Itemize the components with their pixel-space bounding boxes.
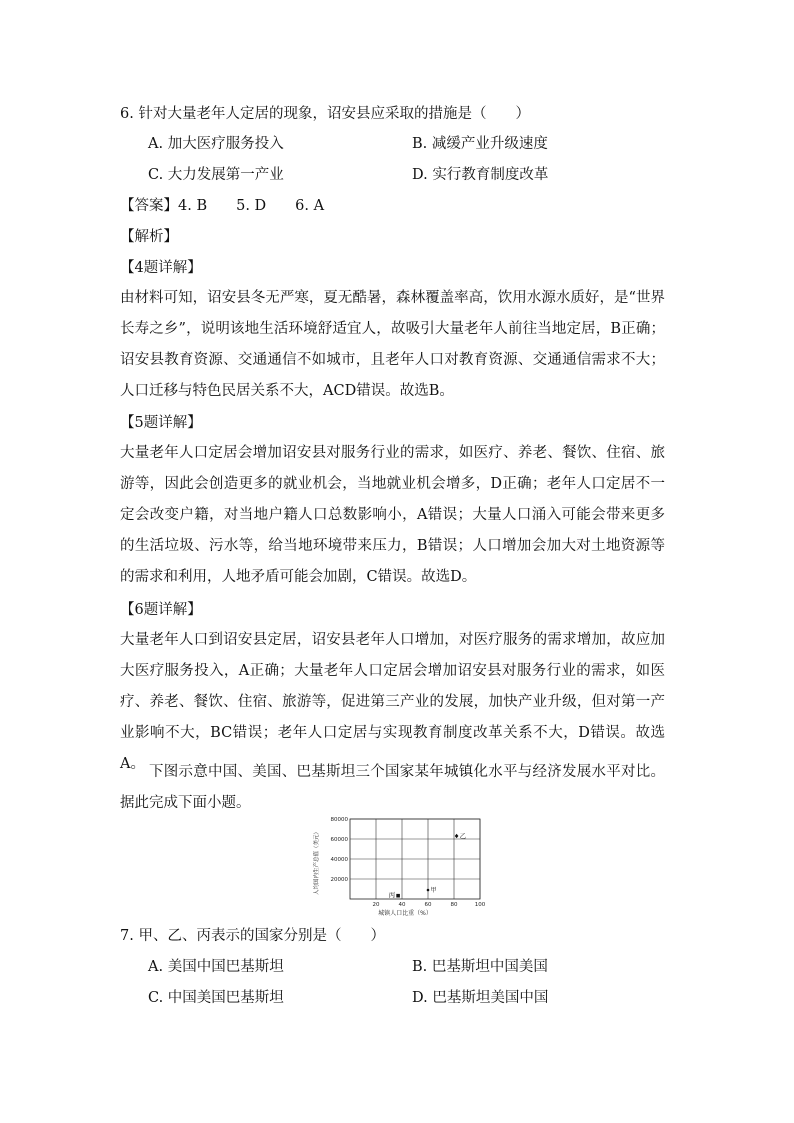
x-tick-label: 60	[424, 902, 432, 908]
x-tick-label: 40	[398, 902, 406, 908]
y-tick-label: 80000	[330, 817, 348, 823]
point-label-yi: 乙	[459, 832, 467, 840]
x-tick-label: 100	[474, 902, 486, 908]
q7-option-c: C. 中国美国巴基斯坦	[148, 990, 284, 1006]
q7-option-a: A. 美国中国巴基斯坦	[148, 959, 284, 975]
y-axis-label: 人均国内生产总值（美元）	[314, 828, 320, 896]
x-axis-ticks	[373, 902, 486, 908]
point-bing	[396, 894, 400, 898]
q7-option-b: B. 巴基斯坦中国美国	[412, 959, 548, 975]
q6-option-b: B. 减缓产业升级速度	[412, 136, 548, 152]
q5-heading: 【5题详解】	[120, 415, 202, 431]
urbanization-gdp-chart	[300, 815, 500, 920]
point-label-jia: 甲	[430, 887, 437, 894]
y-tick-label: 40000	[330, 857, 348, 863]
y-axis-ticks	[331, 817, 349, 883]
chart-grid	[350, 819, 480, 899]
q6-option-d: D. 实行教育制度改革	[412, 167, 549, 183]
q4-heading: 【4题详解】	[120, 260, 202, 276]
q6-explanation: 大量老年人口到诏安县定居，诏安县老年人口增加，对医疗服务的需求增加，故应加大医疗服务投入，A正确；大量老年人口定居会增加诏安县对服务行业的需求，如医疗、养老、餐饮、住宿、旅游等，促进第三产业的发展，加快产业升级，但对第一产业影响不大，BC错误；老年人口定居与实现教育制度改革关系不大，D错误。故选A。	[120, 632, 665, 772]
q6-option-a: A. 加大医疗服务投入	[148, 136, 284, 152]
q6-option-c: C. 大力发展第一产业	[148, 167, 284, 183]
y-tick-label: 60000	[330, 837, 348, 843]
y-tick-label: 20000	[330, 877, 348, 883]
chart-points	[389, 832, 467, 899]
q6-stem: 6. 针对大量老年人定居的现象，诏安县应采取的措施是（ ）	[120, 106, 530, 122]
chart-intro: 下图示意中国、美国、巴基斯坦三个国家某年城镇化水平与经济发展水平对比。据此完成下面小题。	[120, 764, 665, 811]
q4-explanation: 由材料可知，诏安县冬无严寒，夏无酷暑，森林覆盖率高，饮用水源水质好，是“世界长寿之乡”，说明该地生活环境舒适宜人，故吸引大量老年人前往当地定居，B正确；诏安县教育资源、交通通信不如城市，且老年人口对教育资源、交通通信需求不大；人口迁移与特色民居关系不大，ACD错误。故选B。	[120, 290, 665, 399]
q7-option-d: D. 巴基斯坦美国中国	[412, 990, 549, 1006]
x-tick-label: 20	[372, 902, 380, 908]
answer-line: 【答案】4. B 5. D 6. A	[120, 198, 325, 214]
q7-stem: 7. 甲、乙、丙表示的国家分别是（ ）	[120, 928, 385, 944]
q5-explanation: 大量老年人口定居会增加诏安县对服务行业的需求，如医疗、养老、餐饮、住宿、旅游等，因此会创造更多的就业机会，当地就业机会增多，D正确；老年人口定居不一定会改变户籍，对当地户籍人口总数影响小，A错误；大量人口涌入可能会带来更多的生活垃圾、污水等，给当地环境带来压力，B错误；人口增加会加大对土地资源等的需求和利用，人地矛盾可能会加剧，C错误。故选D。	[120, 445, 665, 585]
point-yi	[455, 834, 459, 838]
x-tick-label: 80	[450, 902, 458, 908]
analysis-heading: 【解析】	[120, 229, 178, 245]
q6-heading: 【6题详解】	[120, 602, 202, 618]
point-label-bing: 丙	[388, 891, 396, 899]
point-jia	[427, 889, 430, 892]
x-axis-label: 城镇人口比重（%）	[378, 910, 432, 917]
